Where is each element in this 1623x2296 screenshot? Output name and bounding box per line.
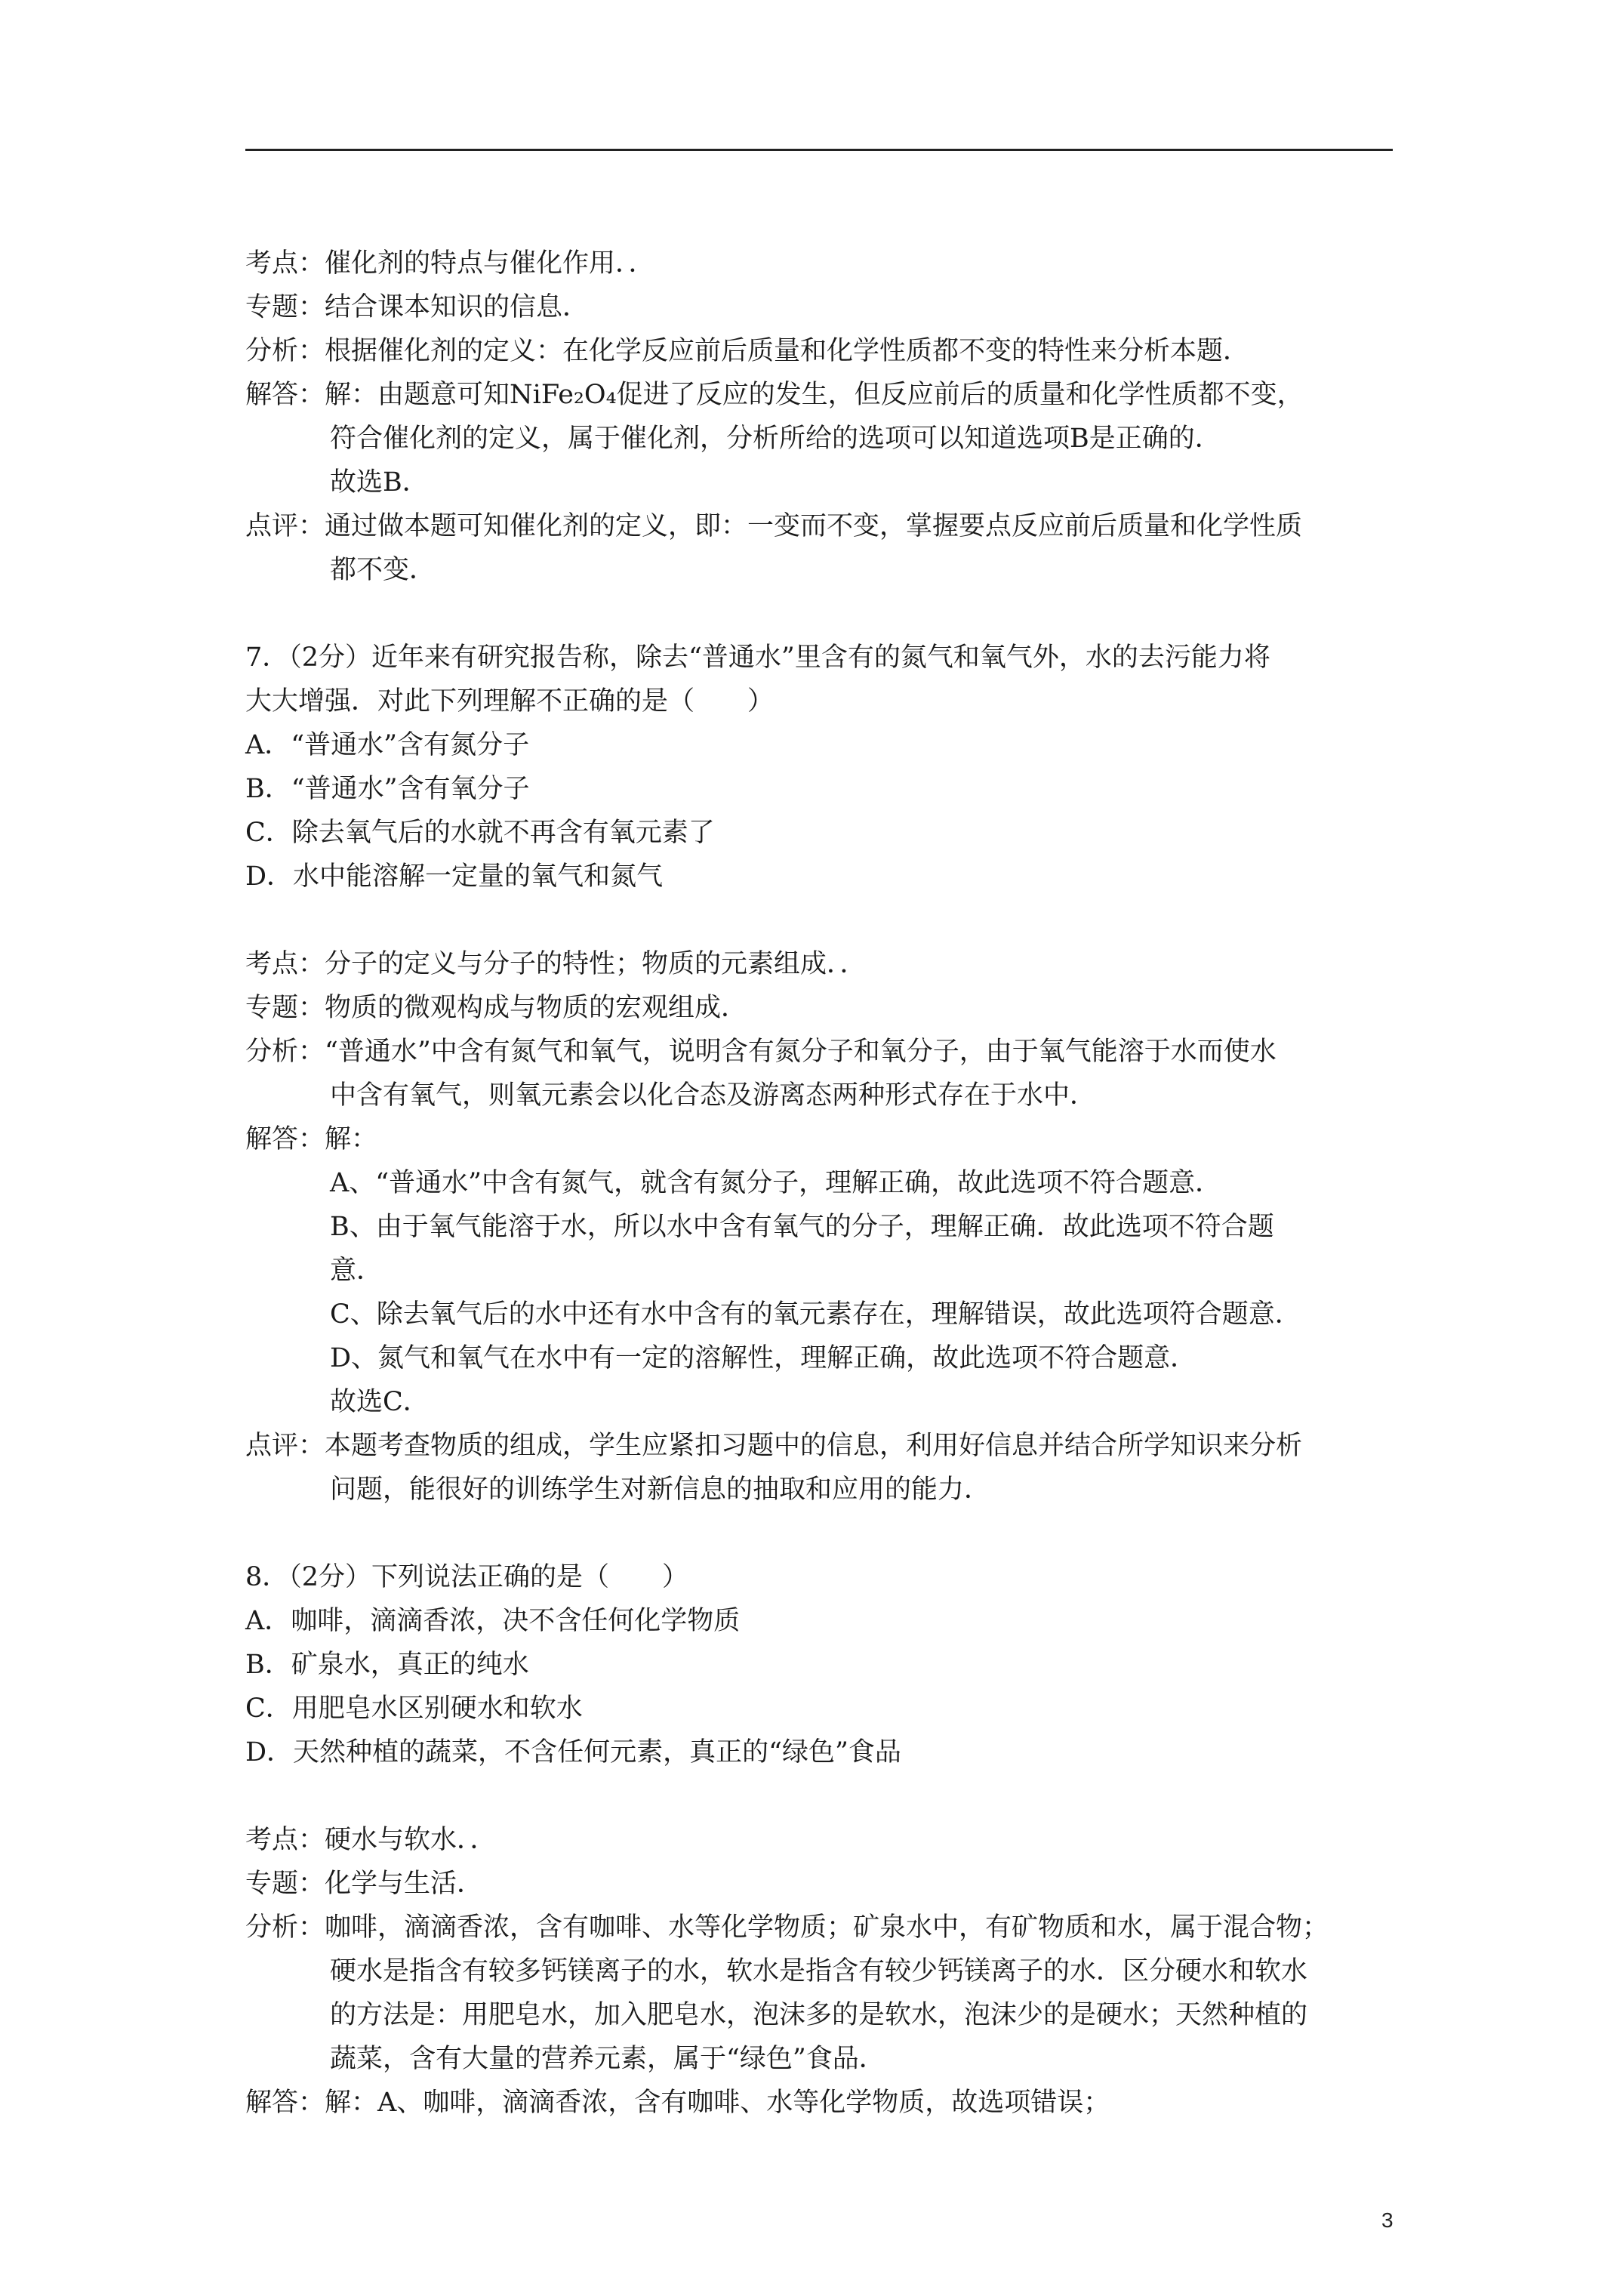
q8-zhuanti: 专题：化学与生活． <box>245 1869 484 1899</box>
q6-jieda-cont: 符合催化剂的定义，属于催化剂，分析所给的选项可以知道选项B是正确的． <box>330 424 1221 454</box>
q6-fenxi: 分析：根据催化剂的定义：在化学反应前后质量和化学性质都不变的特性来分析本题． <box>245 336 1250 366</box>
spacer <box>245 898 1400 942</box>
q8-stem: 8．（2分）下列说法正确的是（ ） <box>245 1562 689 1592</box>
q7-answer: 故选C． <box>330 1387 430 1417</box>
q8-option-d: D．天然种植的蔬菜，不含任何元素，真正的“绿色”食品 <box>245 1737 901 1767</box>
q7-jieda-a: A、“普通水”中含有氮气，就含有氮分子，理解正确，故此选项不符合题意． <box>330 1168 1222 1198</box>
q8-fenxi: 分析：咖啡，滴滴香浓，含有咖啡、水等化学物质；矿泉水中，有矿物质和水，属于混合物； <box>245 1912 1329 1943</box>
q7-jieda-b: B、由于氧气能溶于水，所以水中含有氧气的分子，理解正确．故此选项不符合题 <box>330 1212 1274 1242</box>
document-body <box>245 242 1400 2125</box>
header-rule <box>245 149 1393 151</box>
q7-zhuanti: 专题：物质的微观构成与物质的宏观组成． <box>245 993 748 1023</box>
q6-jieda: 解答：解：由题意可知NiFe₂O₄促进了反应的发生，但反应前后的质量和化学性质都不变， <box>245 380 1304 410</box>
q7-option-b: B．“普通水”含有氧分子 <box>245 774 530 804</box>
q7-option-a: A．“普通水”含有氮分子 <box>245 730 530 760</box>
q7-jieda-b-cont: 意． <box>330 1256 383 1286</box>
q7-fenxi: 分析：“普通水”中含有氮气和氧气，说明含有氮分子和氧分子，由于氧气能溶于水而使水 <box>245 1037 1277 1067</box>
spacer <box>245 1512 1400 1555</box>
q8-fenxi-cont-3: 蔬菜，含有大量的营养元素，属于“绿色”食品． <box>330 2044 885 2074</box>
q8-option-a: A．咖啡，滴滴香浓，决不含任何化学物质 <box>245 1606 741 1636</box>
q8-jieda: 解答：解：A、咖啡，滴滴香浓，含有咖啡、水等化学物质，故选项错误； <box>245 2088 1110 2118</box>
q7-kaodian: 考点：分子的定义与分子的特性；物质的元素组成．． <box>245 949 867 979</box>
spacer <box>245 1774 1400 1818</box>
q6-dianping-cont: 都不变． <box>330 555 436 585</box>
q6-answer: 故选B． <box>330 467 429 498</box>
q8-fenxi-cont-2: 的方法是：用肥皂水，加入肥皂水，泡沫多的是软水，泡沫少的是硬水；天然种植的 <box>330 2000 1308 2030</box>
q8-option-b: B．矿泉水，真正的纯水 <box>245 1650 529 1680</box>
q6-dianping: 点评：通过做本题可知催化剂的定义，即：一变而不变，掌握要点反应前后质量和化学性质 <box>245 511 1303 541</box>
q8-option-c: C．用肥皂水区别硬水和软水 <box>245 1693 583 1724</box>
q6-kaodian: 考点：催化剂的特点与催化作用．． <box>245 248 655 279</box>
q7-jieda-c: C、除去氧气后的水中还有水中含有的氧元素存在，理解错误，故此选项符合题意． <box>330 1299 1301 1330</box>
q7-fenxi-cont: 中含有氧气，则氧元素会以化合态及游离态两种形式存在于水中． <box>330 1080 1097 1111</box>
q8-kaodian: 考点：硬水与软水．． <box>245 1825 497 1855</box>
spacer <box>245 592 1400 636</box>
q6-zhuanti: 专题：结合课本知识的信息． <box>245 292 590 322</box>
q7-stem-cont: 大大增强．对此下列理解不正确的是（ ） <box>245 686 775 717</box>
q7-dianping-cont: 问题，能很好的训练学生对新信息的抽取和应用的能力． <box>330 1475 991 1505</box>
q7-dianping: 点评：本题考查物质的组成，学生应紧扣习题中的信息，利用好信息并结合所学知识来分析 <box>245 1431 1303 1461</box>
q7-jieda-d: D、氮气和氧气在水中有一定的溶解性，理解正确，故此选项不符合题意． <box>330 1343 1197 1373</box>
page-number: 3 <box>1381 2208 1394 2232</box>
q7-stem: 7．（2分）近年来有研究报告称，除去“普通水”里含有的氮气和氧气外，水的去污能力将 <box>245 643 1270 673</box>
q8-fenxi-cont-1: 硬水是指含有较多钙镁离子的水，软水是指含有较少钙镁离子的水．区分硬水和软水 <box>330 1956 1308 1986</box>
q7-option-c: C．除去氧气后的水就不再含有氧元素了 <box>245 818 715 848</box>
q7-jieda: 解答：解： <box>245 1124 378 1154</box>
q7-option-d: D．水中能溶解一定量的氧气和氮气 <box>245 861 664 892</box>
